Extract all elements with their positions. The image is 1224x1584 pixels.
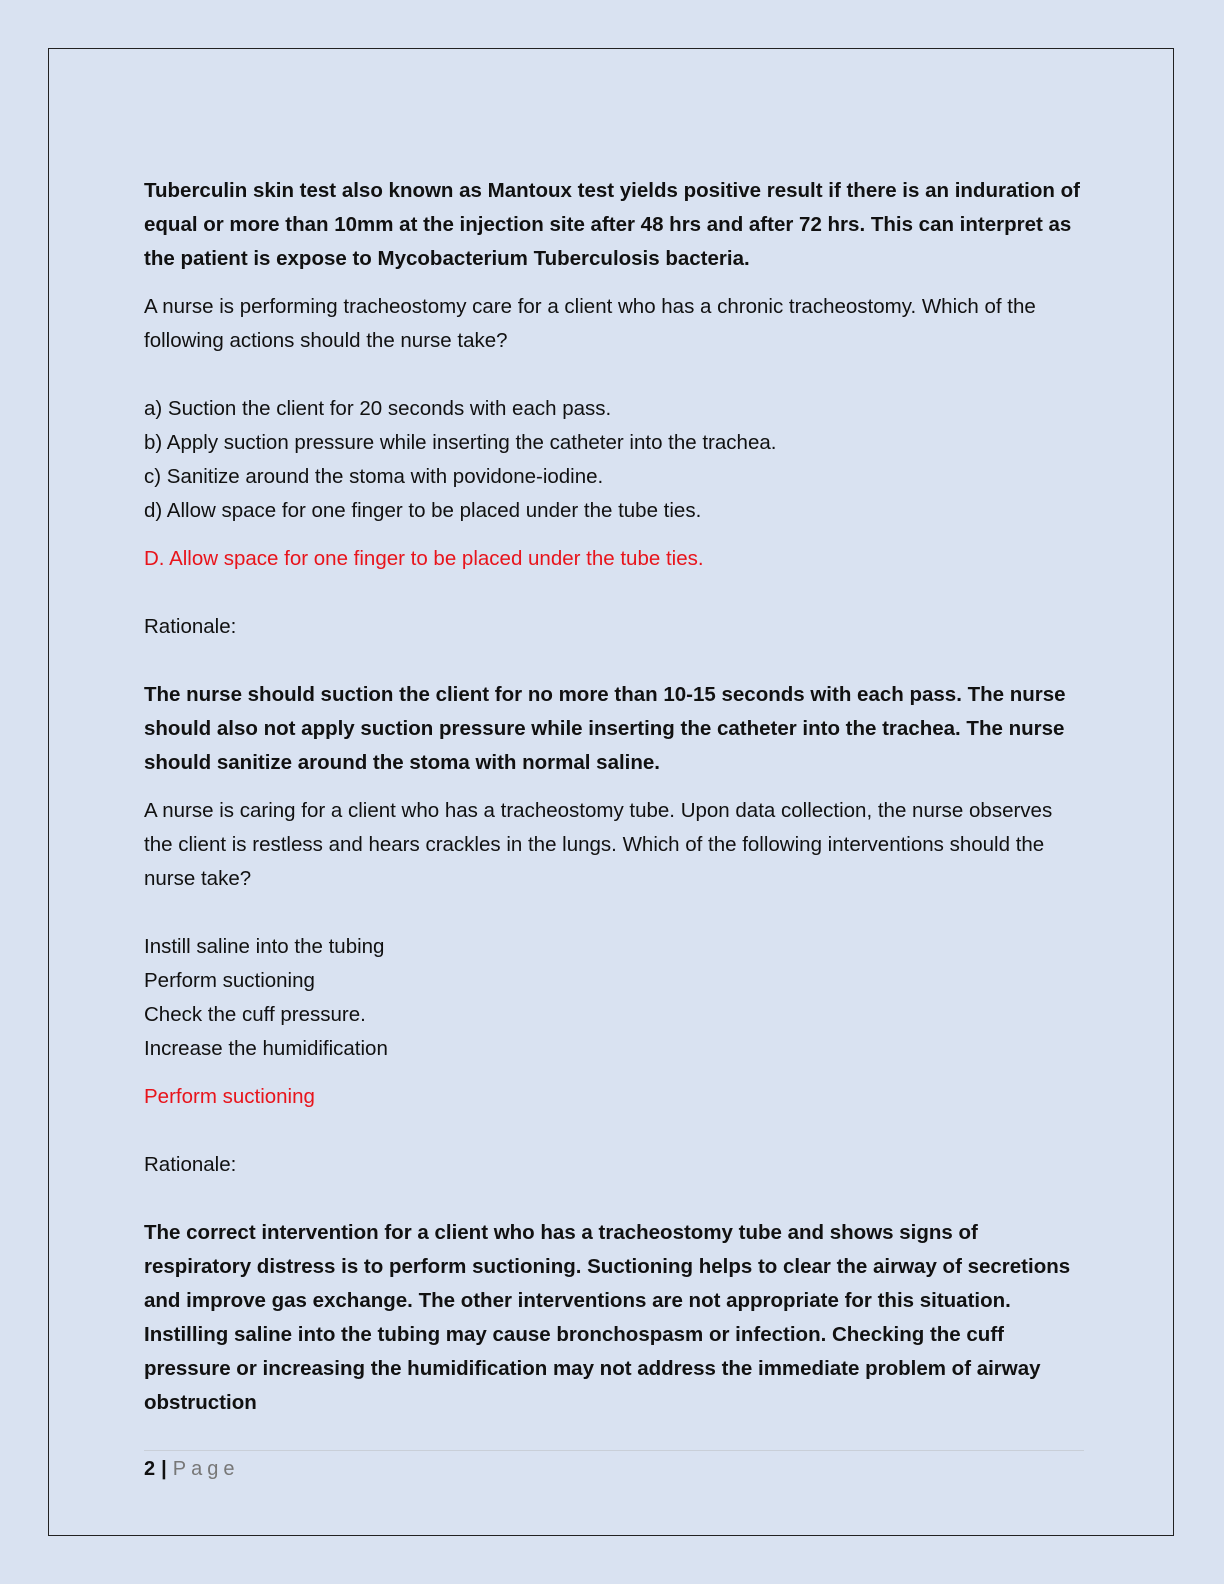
question-1-option-a: a) Suction the client for 20 seconds with each pass. [144, 397, 612, 420]
footer-divider [144, 1450, 1084, 1451]
question-2-rationale: The correct intervention for a client who has a tracheostomy tube and shows signs of respiratory distress is to perform suctioning. Suctioning helps to clear the airway of secretions and improve gas exchange. The other interventions are not appropriate for this situation. Instilling saline into the tubing may cause bronchospasm or infection. Checking the cuff pressure or increasing the humidification may not address the immediate problem of airway obstruction [144, 1221, 1071, 1414]
question-1-stem: A nurse is performing tracheostomy care for a client who has a chronic tracheostomy. Which of the following actions should the nurse take? [144, 295, 1036, 352]
question-2-stem: A nurse is caring for a client who has a tracheostomy tube. Upon data collection, the nurse observes the client is restless and hears crackles in the lungs. Which of the following interventions should the nurse take? [144, 799, 1053, 890]
question-2-option-1: Instill saline into the tubing [144, 935, 385, 958]
document-body [144, 174, 1084, 1420]
question-2-option-4: Increase the humidification [144, 1037, 388, 1060]
page-number: 2 [144, 1458, 156, 1480]
question-1-option-b: b) Apply suction pressure while inserting the catheter into the trachea. [144, 431, 777, 454]
question-1-option-c: c) Sanitize around the stoma with povidone-iodine. [144, 465, 604, 488]
question-2-rationale-label: Rationale: [144, 1153, 237, 1176]
question-1-rationale: The nurse should suction the client for no more than 10-15 seconds with each pass. The nurse should also not apply suction pressure while inserting the catheter into the trachea. The nurse should sanitize around the stoma with normal saline. [144, 683, 1066, 774]
page-label: Page [172, 1458, 240, 1480]
question-2-option-3: Check the cuff pressure. [144, 1003, 366, 1026]
paragraph-tuberculin: Tuberculin skin test also known as Mantoux test yields positive result if there is an induration of equal or more than 10mm at the injection site after 48 hrs and after 72 hrs. This can interpret as the patient is expose to Mycobacterium Tuberculosis bacteria. [144, 179, 1080, 270]
question-1-rationale-label: Rationale: [144, 615, 237, 638]
page-footer [144, 1454, 239, 1484]
question-2-answer: Perform suctioning [144, 1085, 315, 1108]
question-1-answer: D. Allow space for one finger to be placed under the tube ties. [144, 547, 704, 570]
question-1-option-d: d) Allow space for one finger to be placed under the tube ties. [144, 499, 702, 522]
footer-separator: | [161, 1458, 167, 1480]
question-2-option-2: Perform suctioning [144, 969, 315, 992]
